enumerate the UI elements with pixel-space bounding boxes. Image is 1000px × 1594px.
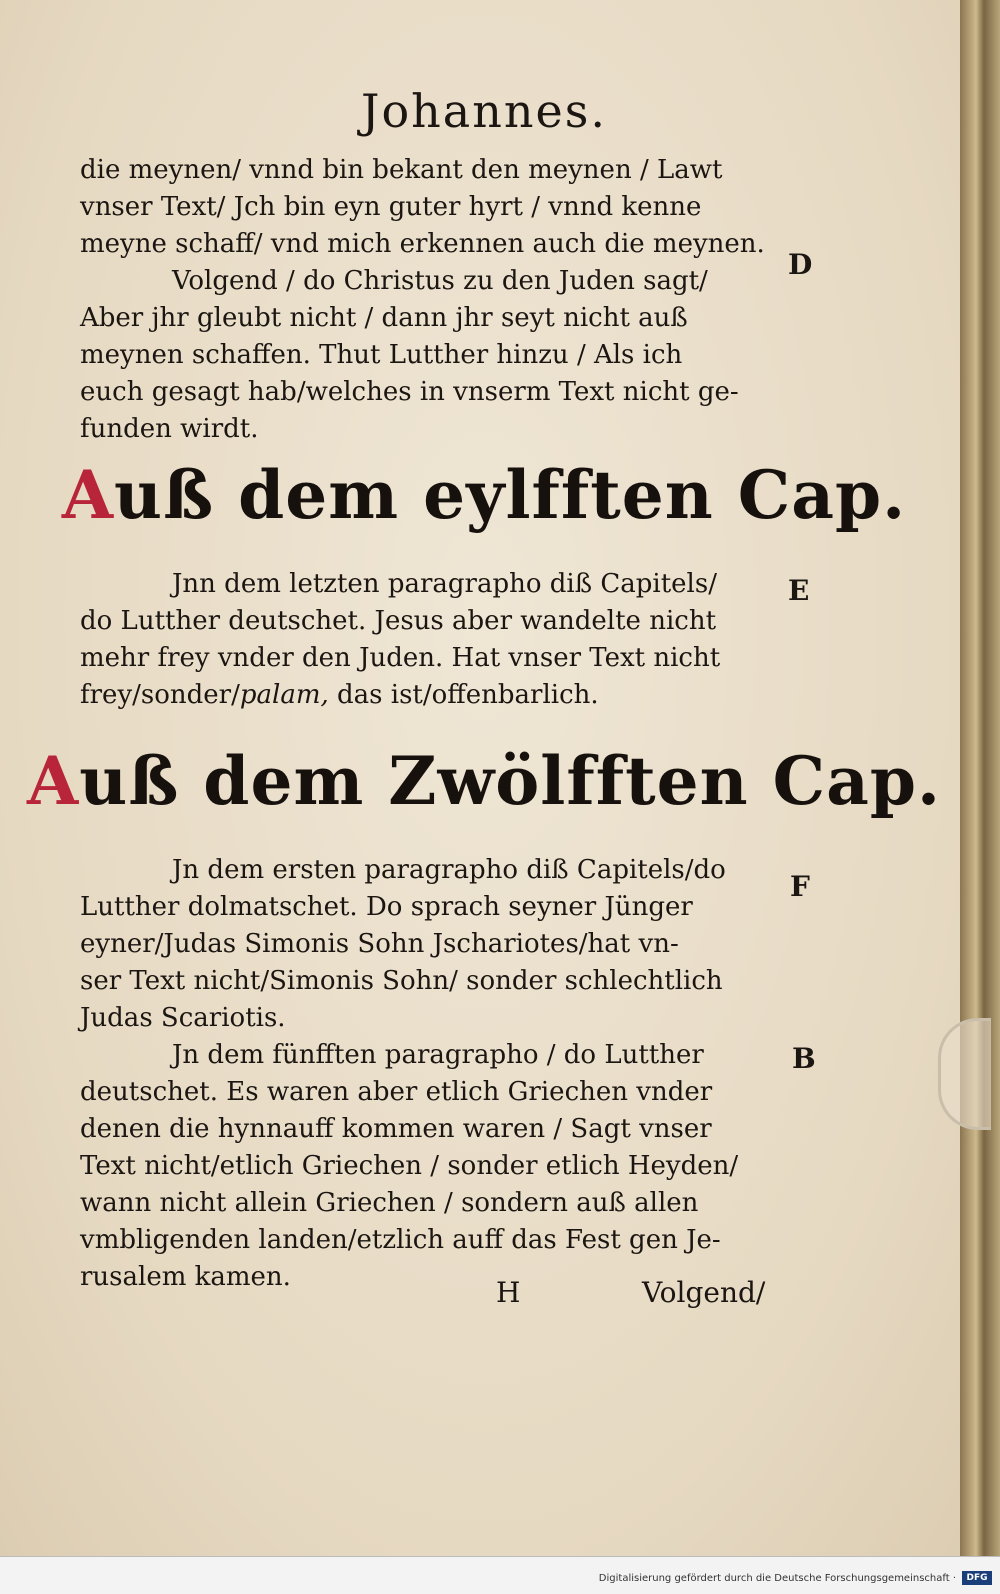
text-line: Jnn dem letzten paragrapho diß Capitels/: [172, 569, 717, 599]
text-line: vnser Text/ Jch bin eyn guter hyrt / vnnd kenne: [80, 192, 702, 222]
heading-text: uß dem eylfften Cap.: [114, 456, 907, 534]
text-segment: das ist/offenbarlich.: [328, 680, 599, 710]
marginal-letter-e: E: [788, 574, 810, 607]
text-block-3: [80, 852, 780, 1296]
text-line: denen die hynnauff kommen waren / Sagt vnser: [80, 1114, 712, 1144]
latin-word: palam,: [239, 680, 329, 710]
marginal-letter-b: B: [792, 1042, 816, 1075]
text-line: mehr frey vnder den Juden. Hat vnser Text nicht: [80, 643, 721, 673]
text-line: Jn dem ersten paragrapho diß Capitels/do: [172, 855, 726, 885]
footer-credit: Digitalisierung gefördert durch die Deutsche Forschungsgemeinschaft ·: [598, 1573, 956, 1584]
text-segment: frey/sonder/: [80, 680, 240, 710]
text-line: [80, 677, 780, 714]
text-line: vmbligenden landen/etzlich auff das Fest gen Je-: [80, 1225, 721, 1255]
text-line: Jn dem fünfften paragrapho / do Lutther: [172, 1040, 704, 1070]
dfg-logo-icon: DFG: [962, 1571, 992, 1585]
text-line: meynen schaffen. Thut Lutther hinzu / Als ich: [80, 340, 683, 370]
catchword: Volgend/: [642, 1276, 766, 1309]
text-line: ser Text nicht/Simonis Sohn/ sonder schlechtlich: [80, 966, 723, 996]
running-head: Johannes.: [361, 84, 607, 138]
text-line: Volgend / do Christus zu den Juden sagt/: [172, 266, 708, 296]
heading-initial: A: [61, 456, 115, 534]
text-block-2: [80, 566, 780, 714]
text-line: deutschet. Es waren aber etlich Griechen vnder: [80, 1077, 713, 1107]
heading-initial: A: [26, 742, 80, 820]
text-line: Judas Scariotis.: [80, 1003, 286, 1033]
marginal-letter-d: D: [788, 248, 813, 281]
signature-mark: H: [496, 1276, 521, 1309]
clasp-loop: [938, 1018, 991, 1130]
text-line: do Lutther deutschet. Jesus aber wandelte nicht: [80, 606, 717, 636]
text-line: Text nicht/etlich Griechen / sonder etlich Heyden/: [80, 1151, 739, 1181]
marginal-letter-f: F: [790, 870, 810, 903]
text-line: funden wirdt.: [80, 414, 259, 444]
text-line: euch gesagt hab/welches in vnserm Text nicht ge-: [80, 377, 739, 407]
text-block-1: [80, 152, 780, 448]
footer-bar: [0, 1556, 1000, 1594]
chapter-heading-12: [0, 742, 968, 820]
text-line: wann nicht allein Griechen / sondern auß allen: [80, 1188, 699, 1218]
chapter-heading-11: [0, 456, 968, 534]
text-line: Aber jhr gleubt nicht / dann jhr seyt nicht auß: [80, 303, 688, 333]
book-edge: [960, 0, 1000, 1560]
text-line: die meynen/ vnnd bin bekant den meynen / Lawt: [80, 155, 723, 185]
text-line: rusalem kamen.: [80, 1262, 291, 1292]
heading-text: uß dem Zwölfften Cap.: [79, 742, 941, 820]
page-foot: [0, 1276, 968, 1316]
text-line: eyner/Judas Simonis Sohn Jschariotes/hat vn-: [80, 929, 679, 959]
text-line: Lutther dolmatschet. Do sprach seyner Jünger: [80, 892, 693, 922]
text-line: meyne schaff/ vnd mich erkennen auch die meynen.: [80, 229, 765, 259]
